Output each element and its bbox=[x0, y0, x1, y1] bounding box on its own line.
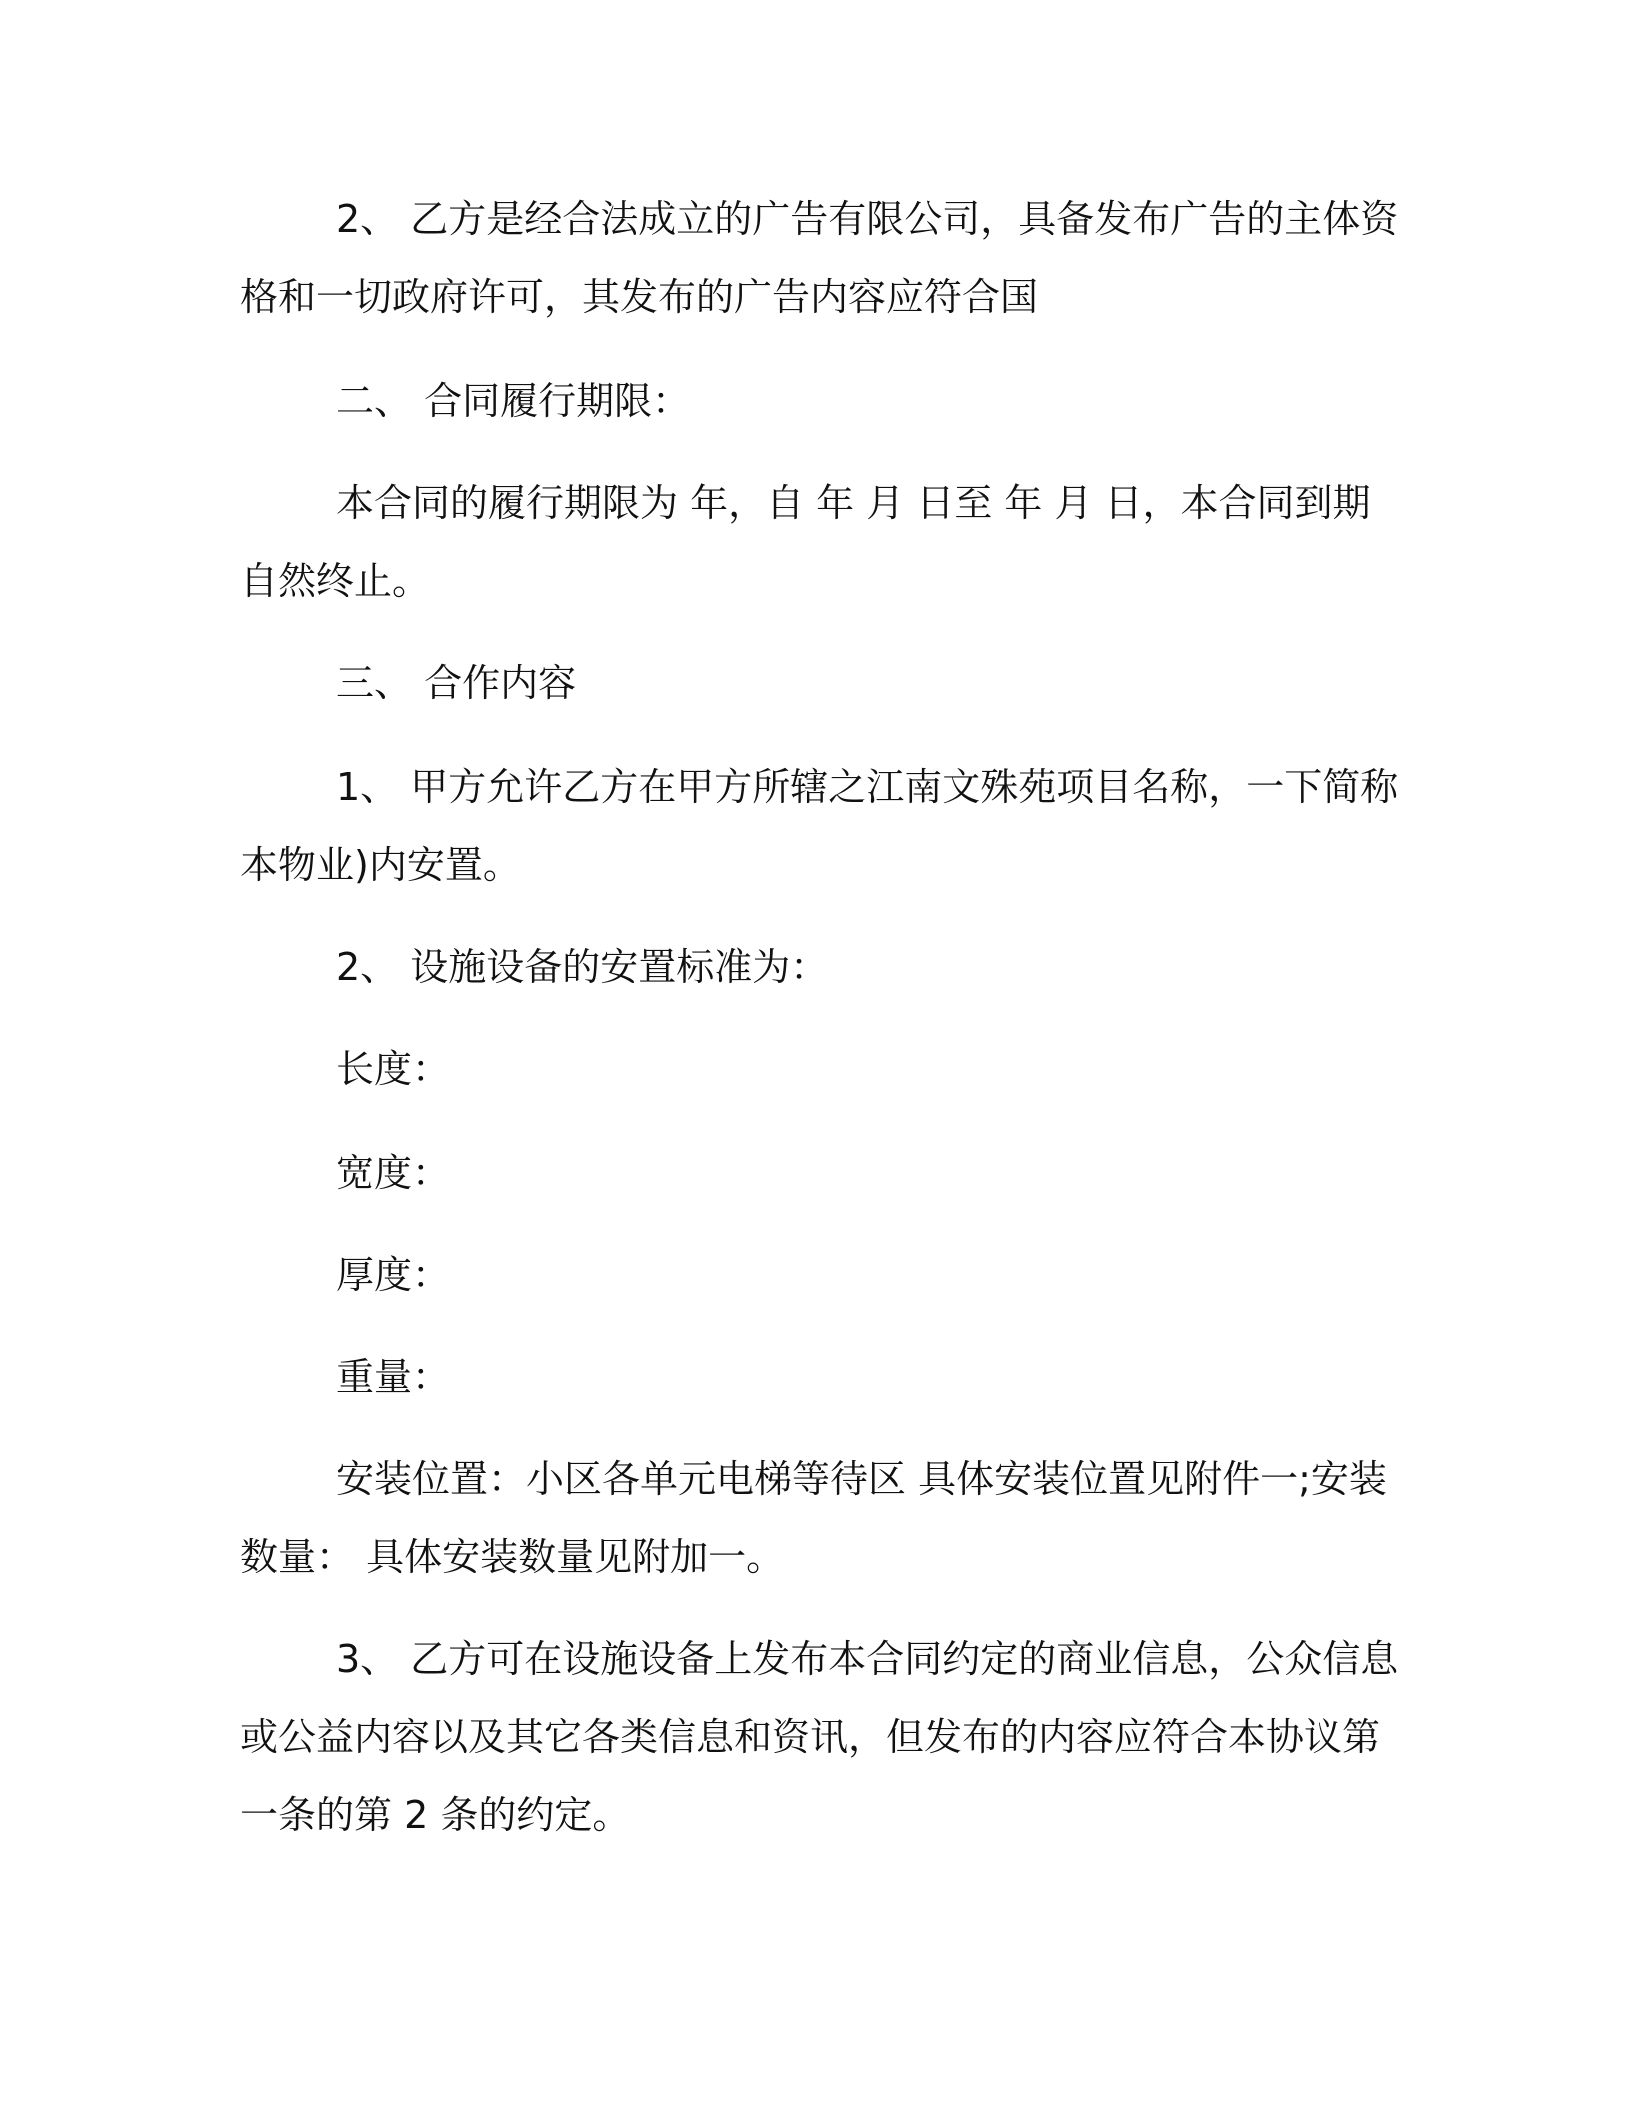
installation-location-quantity: 安装位置：小区各单元电梯等待区 具体安装位置见附件一;安装数量： 具体安装数量见附加一。 bbox=[240, 1457, 1387, 1579]
section-3-heading: 三、 合作内容 bbox=[336, 661, 577, 705]
spec-weight: 重量： bbox=[336, 1355, 451, 1399]
clause-2-party-b-qualification: 2、 乙方是经合法成立的广告有限公司，具备发布广告的主体资格和一切政府许可，其发布的广告内容应符合国 bbox=[240, 197, 1399, 319]
clause-1-installation-permission: 1、 甲方允许乙方在甲方所辖之江南文殊苑项目名称，一下简称本物业)内安置。 bbox=[240, 765, 1399, 887]
clause-2-installation-standard: 2、 设施设备的安置标准为： bbox=[336, 945, 829, 989]
clause-3-publishing-content: 3、 乙方可在设施设备上发布本合同约定的商业信息，公众信息或公益内容以及其它各类信息和资讯，但发布的内容应符合本协议第一条的第 2 条的约定。 bbox=[240, 1637, 1399, 1837]
section-2-heading: 二、 合同履行期限： bbox=[336, 379, 691, 423]
spec-length: 长度： bbox=[336, 1047, 451, 1091]
spec-width: 宽度： bbox=[336, 1151, 451, 1195]
spec-thickness: 厚度： bbox=[336, 1253, 451, 1297]
contract-term-paragraph: 本合同的履行期限为 年，自 年 月 日至 年 月 日，本合同到期自然终止。 bbox=[240, 481, 1371, 603]
